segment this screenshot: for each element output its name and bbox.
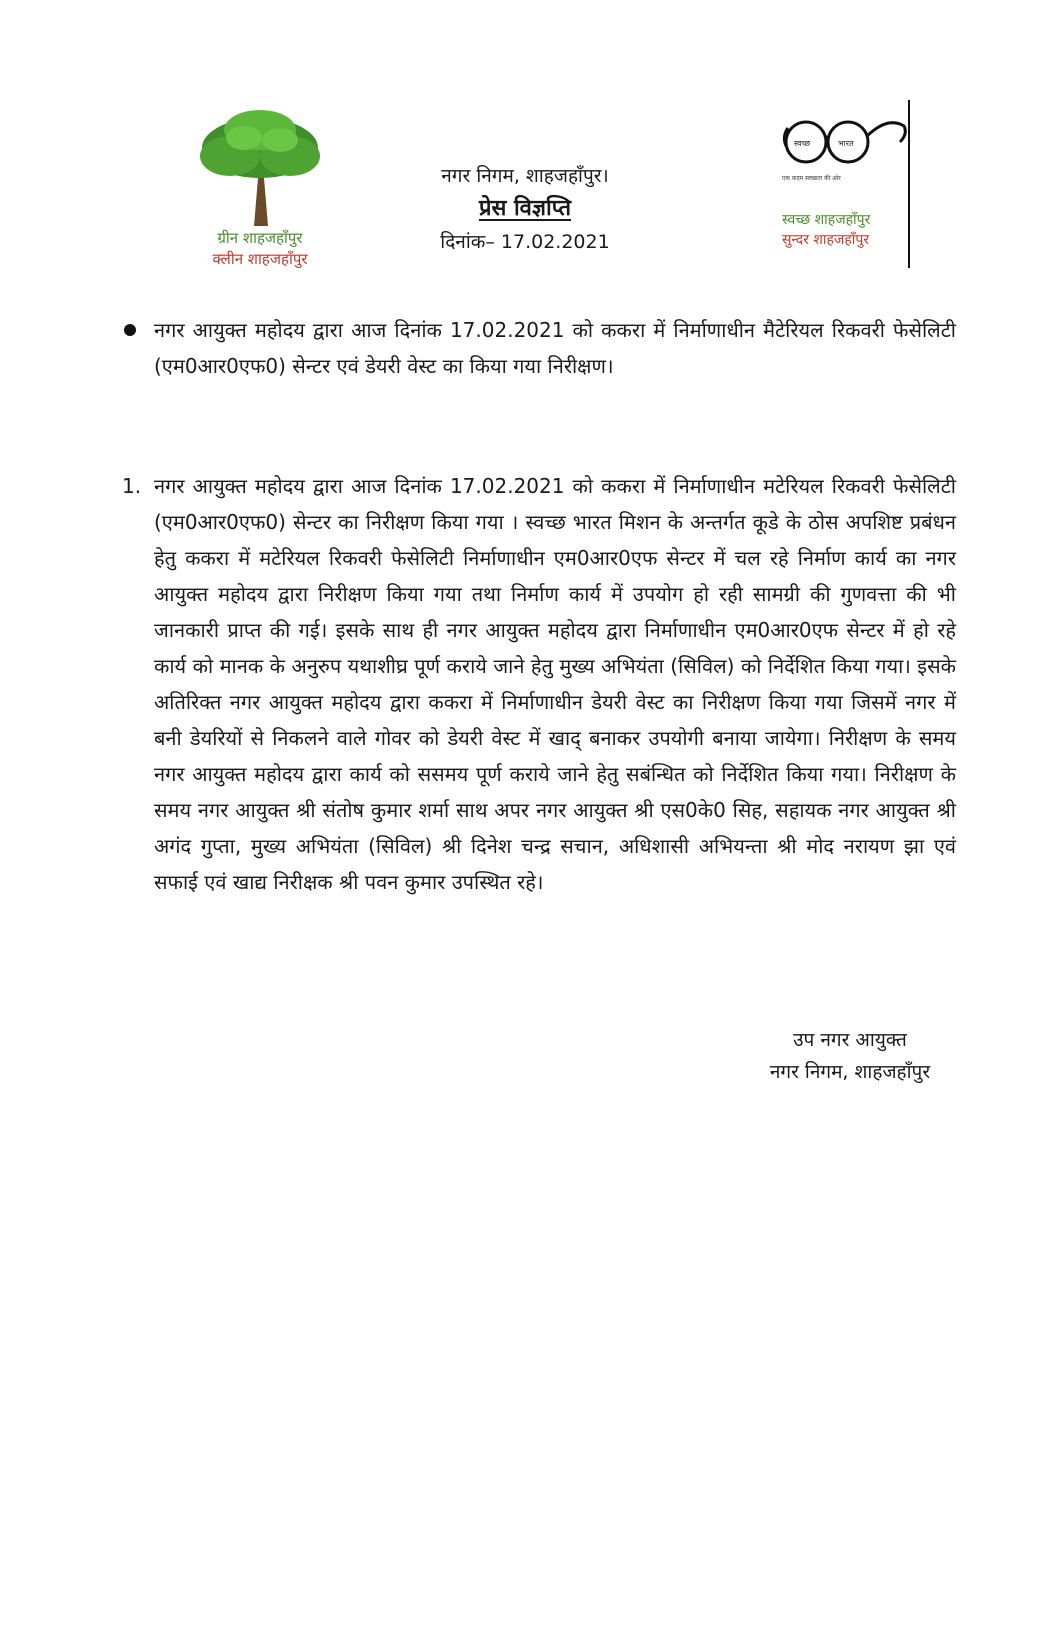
logo-tagline: एक कदम स्वच्छता की ओर (782, 175, 841, 182)
logo-caption-swachh: स्वच्छ शाहजहाँपुर (782, 212, 871, 228)
header-divider (908, 100, 910, 268)
date-line: दिनांक– 17.02.2021 (440, 231, 610, 253)
item-number: 1. (122, 474, 142, 498)
organization-name: नगर निगम, शाहजहाँपुर। (441, 165, 609, 187)
logo-caption-green: ग्रीन शाहजहाँपुर (217, 229, 303, 247)
logo-caption-clean: क्लीन शाहजहाँपुर (212, 250, 308, 268)
signature-designation: उप नगर आयुक्त (793, 1029, 907, 1051)
tree-icon (190, 108, 330, 226)
main-paragraph: नगर आयुक्त महोदय द्वारा आज दिनांक 17.02.2021 को ककरा में निर्माणाधीन मटेरियल रिकवरी फेसेलिटी (एम0आर0एफ0) सेन्टर का निरीक्षण किया गया । स्वच्छ भारत मिशन के अन्तर्गत कूडे के ठोस अपशिष्ट प्रबंधन हेतु ककरा में मटेरियल रिकवरी फेसेलिटी निर्माणाधीन एम0आर0एफ सेन्टर में चल रहे निर्माण कार्य का नगर आयुक्त महोदय द्वारा निरीक्षण किया गया तथा निर्माण कार्य में उपयोग हो रही सामग्री की गुणवत्ता की भी जानकारी प्राप्त की गई। इसके साथ ही नगर आयुक्त महोदय द्वारा निर्माणाधीन एम0आर0एफ सेन्टर में हो रहे कार्य को मानक के अनुरुप यथाशीघ्र पूर्ण कराये जाने हेतु मुख्य अभियंता (सिविल) को निर्देशित किया गया। इसके अतिरिक्त नगर आयुक्त महोदय द्वारा ककरा में निर्माणाधीन डेयरी वेस्ट का निरीक्षण किया गया जिसमें नगर में बनी डेयरियों से निकलने वाले गोवर को डेयरी वेस्ट में खाद् बनाकर उपयोगी बनाया जायेगा। निरीक्षण के समय नगर आयुक्त महोदय द्वारा कार्य को ससमय पूर्ण कराये जाने हेतु सबंन्धित को निर्देशित किया गया। निरीक्षण के समय नगर आयुक्त श्री संतोष कुमार शर्मा साथ अपर नगर आयुक्त श्री एस0के0 सिह, सहायक नगर आयुक्त श्री अगंद गुप्ता, मुख्य अभियंता (सिविल) श्री दिनेश चन्द्र सचान, अधिशासी अभियन्ता श्री मोद नरायण झा एवं सफाई एवं खाद्य निरीक्षक श्री पवन कुमार उपस्थित रहे। (154, 474, 956, 894)
green-shahjahanpur-logo (190, 108, 330, 273)
ring-label-bharat: भारत (838, 139, 854, 148)
bullet-icon (124, 324, 136, 336)
press-release-title: प्रेस विज्ञप्ति (478, 196, 572, 221)
logo-caption-sundar: सुन्दर शाहजहाँपुर (782, 232, 870, 248)
swachh-bharat-logo (778, 112, 908, 262)
signature-office: नगर निगम, शाहजहाँपुर (769, 1061, 931, 1083)
ring-label-swachh: स्वच्छ (794, 139, 811, 148)
summary-paragraph: नगर आयुक्त महोदय द्वारा आज दिनांक 17.02.2021 को ककरा में निर्माणाधीन मैटेरियल रिकवरी फेसेलिटी (एम0आर0एफ0) सेन्टर एवं डेयरी वेस्ट का किया गया निरीक्षण। (154, 318, 956, 378)
letterhead (395, 163, 655, 255)
signature-block (760, 1024, 940, 1088)
